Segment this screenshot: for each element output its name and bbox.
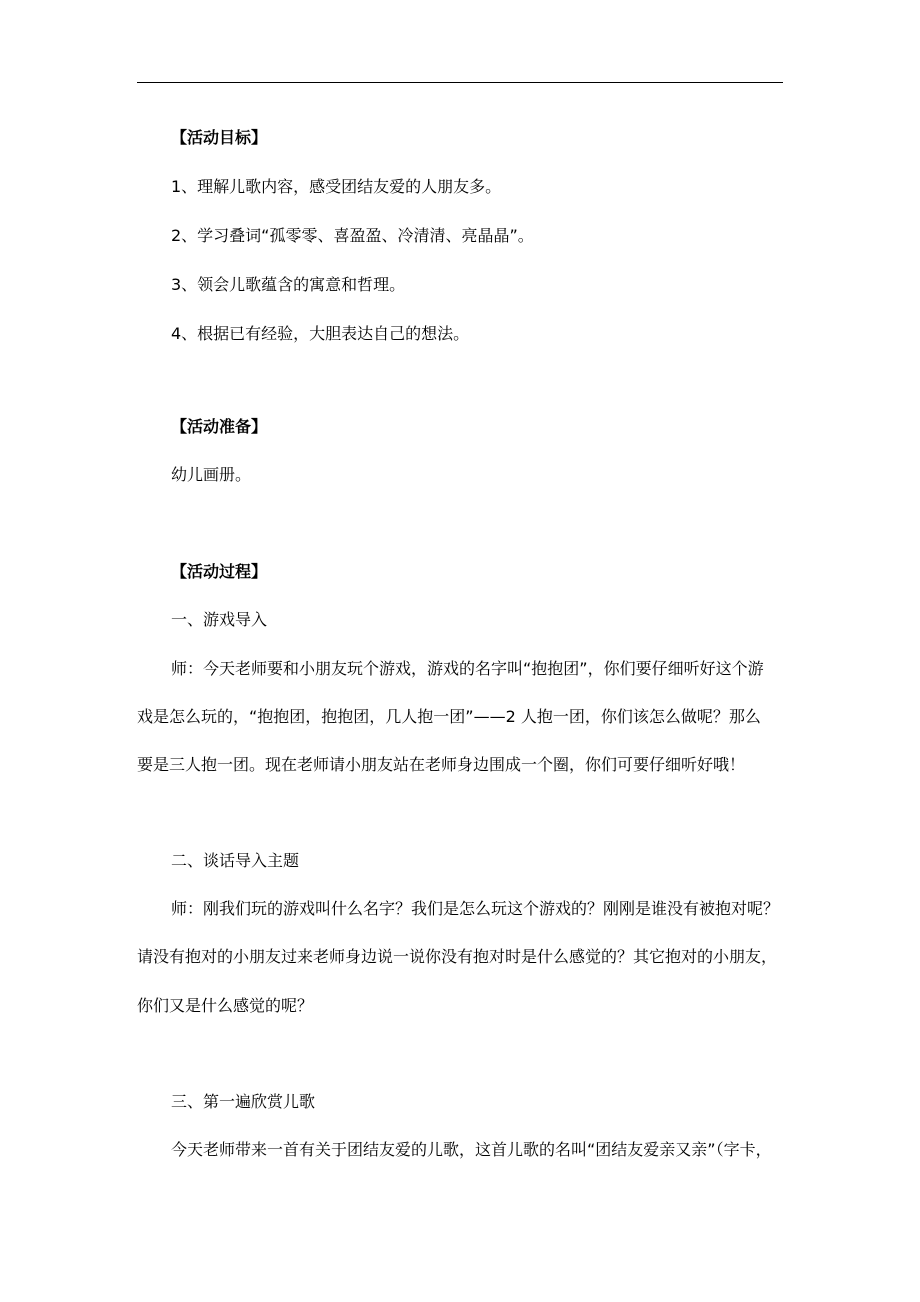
preparation-text: 幼儿画册。 [171, 465, 252, 484]
goal-item-2: 2、学习叠词“孤零零、喜盈盈、冷清清、亮晶晶”。 [171, 226, 534, 245]
section-3-line-1: 今天老师带来一首有关于团结友爱的儿歌，这首儿歌的名叫“团结友爱亲又亲”（字卡， [171, 1140, 772, 1159]
section-2-title: 二、谈话导入主题 [171, 851, 300, 870]
section-1-line-1: 师：今天老师要和小朋友玩个游戏，游戏的名字叫“抱抱团”，你们要仔细听好这个游 [171, 659, 764, 678]
goal-item-3: 3、领会儿歌蕴含的寓意和哲理。 [171, 275, 406, 294]
section-1-line-3: 要是三人抱一团。现在老师请小朋友站在老师身边围成一个圈，你们可要仔细听好哦！ [137, 755, 746, 774]
section-3-title: 三、第一遍欣赏儿歌 [171, 1092, 316, 1111]
goal-item-4: 4、根据已有经验，大胆表达自己的想法。 [171, 324, 470, 343]
process-heading: 【活动过程】 [171, 562, 268, 581]
preparation-heading: 【活动准备】 [171, 417, 268, 436]
header-rule [137, 82, 783, 83]
section-1-line-2: 戏是怎么玩的，“抱抱团，抱抱团，几人抱一团”——2 人抱一团，你们该怎么做呢？那么 [137, 707, 761, 726]
section-1-title: 一、游戏导入 [171, 610, 268, 629]
goal-item-1: 1、理解儿歌内容，感受团结友爱的人朋友多。 [171, 177, 502, 196]
section-2-line-1: 师：刚我们玩的游戏叫什么名字？我们是怎么玩这个游戏的？刚刚是谁没有被抱对呢？ [171, 899, 780, 918]
goals-heading: 【活动目标】 [171, 128, 268, 147]
section-2-line-2: 请没有抱对的小朋友过来老师身边说一说你没有抱对时是什么感觉的？其它抱对的小朋友， [137, 947, 778, 966]
section-2-line-3: 你们又是什么感觉的呢？ [137, 996, 314, 1015]
